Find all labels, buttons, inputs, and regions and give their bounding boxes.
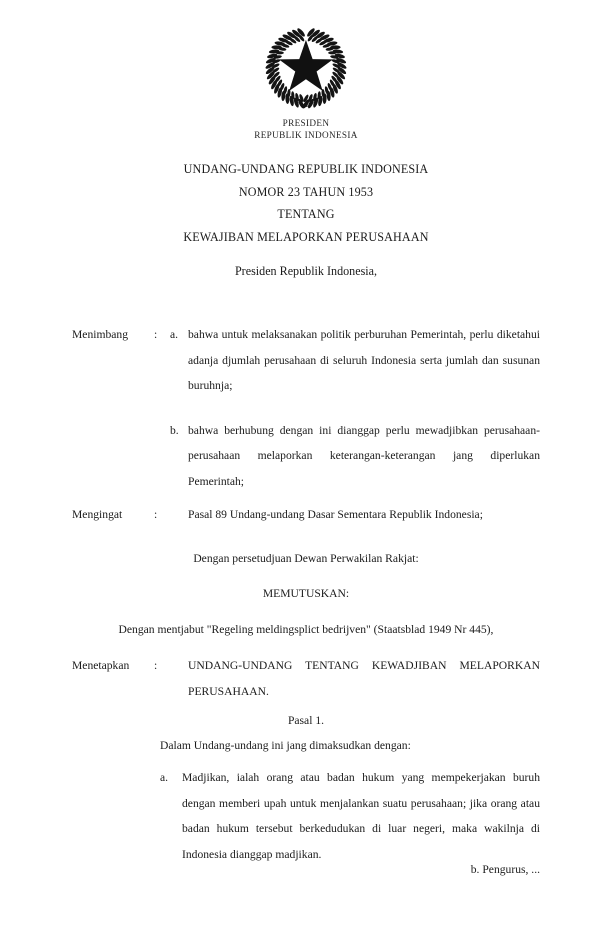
pasal-1-item-list bbox=[160, 765, 540, 867]
list-item bbox=[170, 653, 540, 704]
title-line-2: NOMOR 23 TAHUN 1953 bbox=[238, 184, 374, 199]
mengingat-items bbox=[170, 502, 540, 528]
list-item bbox=[170, 418, 540, 495]
menimbang-label: Menimbang bbox=[72, 328, 129, 341]
revocation-line: Dengan mentjabut "Regeling meldingsplict bedrijven" (Staatsblad 1949 Nr 445), bbox=[118, 623, 494, 636]
pasal-1-intro: Dalam Undang-undang ini jang dimaksudkan dengan: bbox=[160, 739, 411, 752]
approval-line: Dengan persetudjuan Dewan Perwakilan Rakjat: bbox=[193, 552, 419, 565]
menimbang-clause bbox=[72, 322, 540, 494]
mengingat-label: Mengingat bbox=[72, 508, 123, 521]
pasal-1-items bbox=[160, 765, 540, 867]
item-text: bahwa berhubung dengan ini dianggap perlu mewadjibkan perusahaan-perusahaan melaporkan keterangan-keterangan jang diperlukan Pemerintah; bbox=[188, 423, 540, 488]
mengingat-colon: : bbox=[154, 508, 158, 521]
menetapkan-clause bbox=[72, 653, 540, 704]
title-block bbox=[0, 158, 612, 283]
catchword-next-page: b. Pengurus, ... bbox=[470, 863, 540, 876]
emblem-block bbox=[0, 22, 612, 141]
emblem-caption bbox=[0, 118, 612, 141]
item-marker: b. bbox=[170, 423, 179, 437]
menimbang-colon: : bbox=[154, 328, 158, 341]
title-line-1: UNDANG-UNDANG REPUBLIK INDONESIA bbox=[183, 162, 429, 176]
item-text: bahwa untuk melaksanakan politik perburuhan Pemerintah, perlu diketahui adanja djumlah perusahaan di seluruh Indonesia serta jumlah dan susunan buruhnja; bbox=[188, 328, 540, 392]
menetapkan-items bbox=[170, 653, 540, 704]
menetapkan-label: Menetapkan bbox=[72, 659, 130, 672]
mengingat-text: Pasal 89 Undang-undang Dasar Sementara Republik Indonesia; bbox=[188, 508, 483, 521]
menetapkan-text: UNDANG-UNDANG TENTANG KEWADJIBAN MELAPORKAN PERUSAHAAN. bbox=[188, 659, 540, 698]
list-item bbox=[160, 765, 540, 867]
emblem-caption-line-2: REPUBLIK INDONESIA bbox=[254, 129, 358, 140]
menimbang-items bbox=[170, 322, 540, 494]
menetapkan-colon: : bbox=[154, 659, 158, 672]
item-text: Madjikan, ialah orang atau badan hukum yang mempekerjakan buruh dengan memberi upah untuk menjalankan suatu perusahaan; jika orang atau badan hukum tersebut berkedudukan di luar negeri, maka wakilnja di Indonesia dianggap madjikan. bbox=[182, 771, 540, 861]
item-marker: a. bbox=[170, 328, 179, 341]
signatory-line: Presiden Republik Indonesia, bbox=[234, 264, 378, 278]
pasal-1-heading: Pasal 1. bbox=[287, 714, 325, 727]
title-line-3: TENTANG bbox=[277, 207, 335, 221]
item-marker: a. bbox=[160, 771, 169, 784]
list-item bbox=[170, 502, 540, 528]
mengingat-clause bbox=[72, 502, 540, 528]
decision-heading: MEMUTUSKAN: bbox=[262, 587, 350, 600]
emblem-caption-line-1: PRESIDEN bbox=[282, 118, 330, 128]
indonesian-presidential-star-wreath-emblem bbox=[260, 22, 352, 114]
title-line-4: KEWAJIBAN MELAPORKAN PERUSAHAAN bbox=[183, 229, 429, 244]
list-item bbox=[170, 322, 540, 399]
